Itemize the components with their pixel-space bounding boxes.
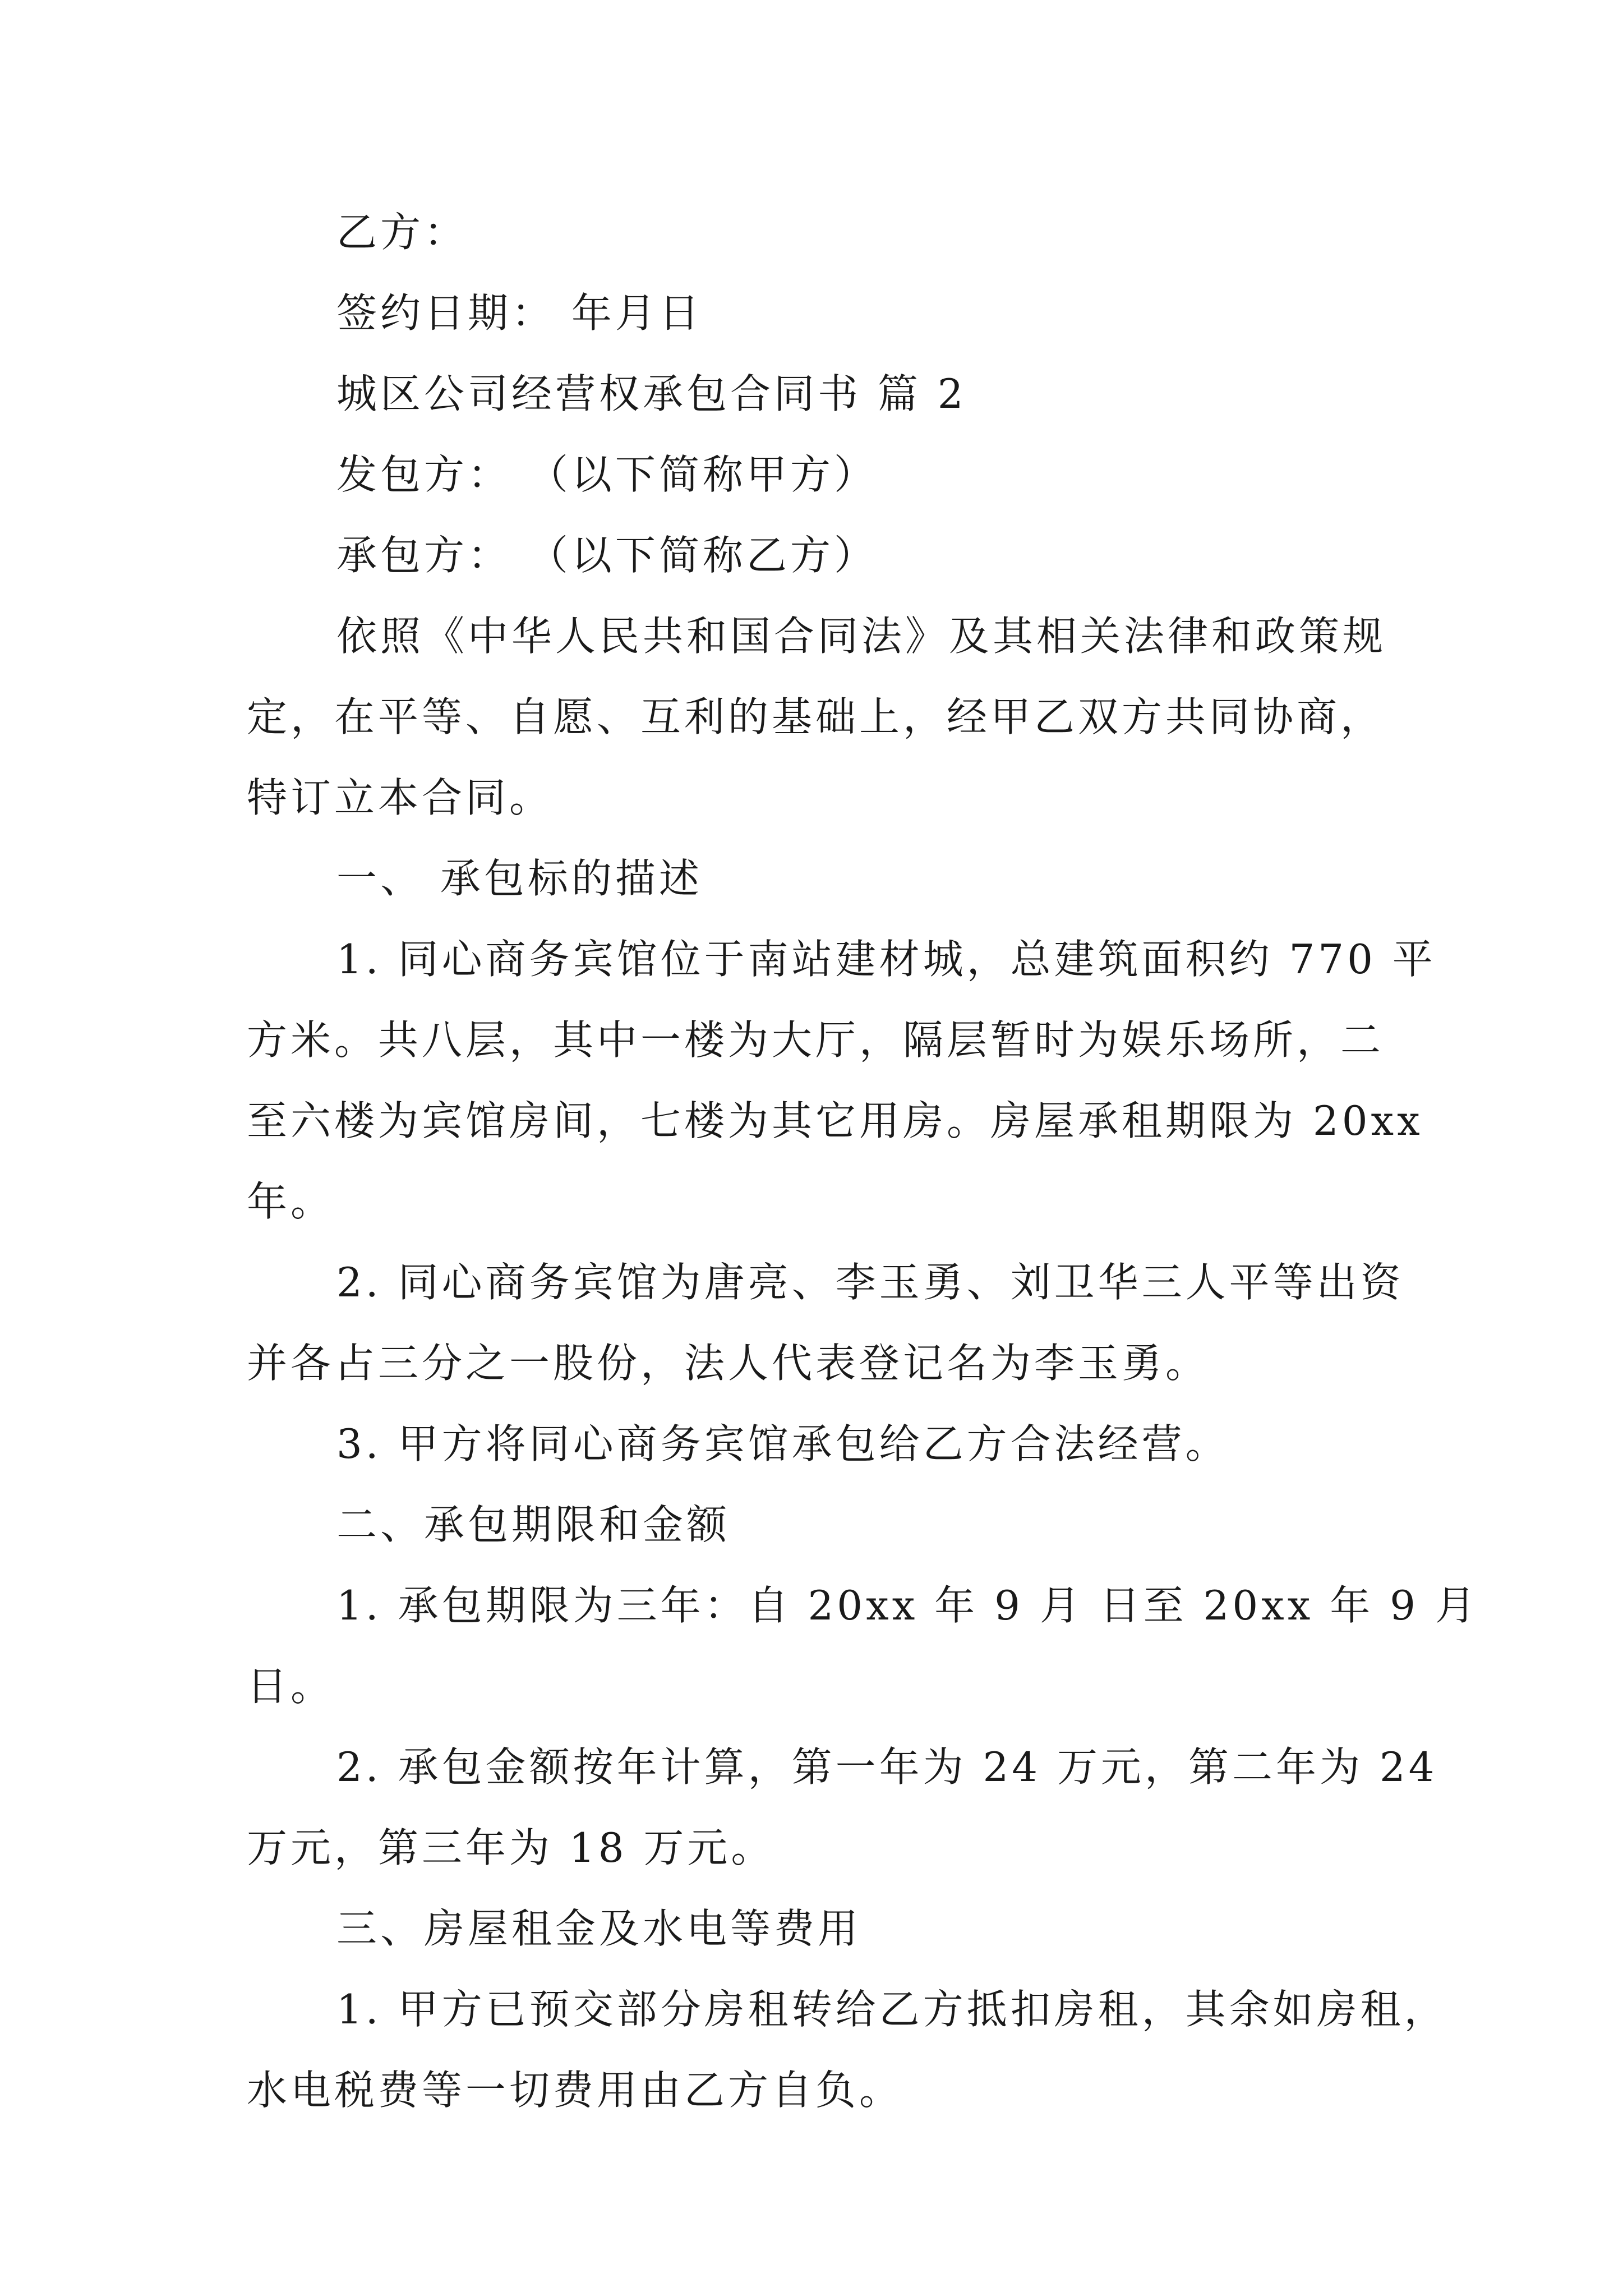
- section-1-item-3: 3. 甲方将同心商务宾馆承包给乙方合法经营。: [336, 1420, 1229, 1467]
- preamble-line-1: 依照《中华人民共和国合同法》及其相关法律和政策规: [336, 613, 1387, 660]
- section-2-item-2-line-1: 2. 承包金额按年计算，第一年为 24 万元，第二年为 24: [336, 1743, 1438, 1791]
- section-1-item-1-line-3: 至六楼为宾馆房间，七楼为其它用房。房屋承租期限为 20xx: [247, 1097, 1423, 1144]
- section-3-heading: 三、房屋租金及水电等费用: [336, 1905, 862, 1952]
- section-1-item-2-line-2: 并各占三分之一股份，法人代表登记名为李玉勇。: [247, 1340, 1210, 1387]
- party-b-line: 乙方：: [336, 209, 468, 256]
- preamble-line-2: 定，在平等、自愿、互利的基础上，经甲乙双方共同协商，: [247, 693, 1385, 740]
- section-1-item-1-line-4: 年。: [247, 1178, 335, 1225]
- contractor-receiver-line: 承包方： （以下简称乙方）: [336, 532, 878, 579]
- preamble-line-3: 特订立本合同。: [247, 774, 554, 821]
- document-body: [247, 192, 1479, 2131]
- section-1-item-2-line-1: 2. 同心商务宾馆为唐亮、李玉勇、刘卫华三人平等出资: [336, 1259, 1404, 1306]
- contractor-issuer-line: 发包方： （以下简称甲方）: [336, 451, 878, 498]
- section-2-item-1-line-2: 日。: [247, 1663, 335, 1710]
- section-1-heading: 一、 承包标的描述: [336, 855, 703, 902]
- section-1-item-1-line-1: 1. 同心商务宾馆位于南站建材城，总建筑面积约 770 平: [336, 936, 1436, 983]
- section-1-item-1-line-2: 方米。共八层，其中一楼为大厅，隔层暂时为娱乐场所，二: [247, 1016, 1385, 1064]
- section-3-item-1-line-2: 水电税费等一切费用由乙方自负。: [247, 2067, 903, 2114]
- section-3-item-1-line-1: 1. 甲方已预交部分房租转给乙方抵扣房租，其余如房租，: [336, 1986, 1448, 2033]
- section-2-heading: 二、承包期限和金额: [336, 1501, 731, 1548]
- section-2-item-2-line-2: 万元，第三年为 18 万元。: [247, 1824, 775, 1871]
- contract-title: 城区公司经营权承包合同书 篇 2: [336, 370, 967, 417]
- signing-date-line: 签约日期： 年月日: [336, 289, 703, 337]
- section-2-item-1-line-1: 1. 承包期限为三年：自 20xx 年 9 月 日至 20xx 年 9 月: [336, 1582, 1479, 1629]
